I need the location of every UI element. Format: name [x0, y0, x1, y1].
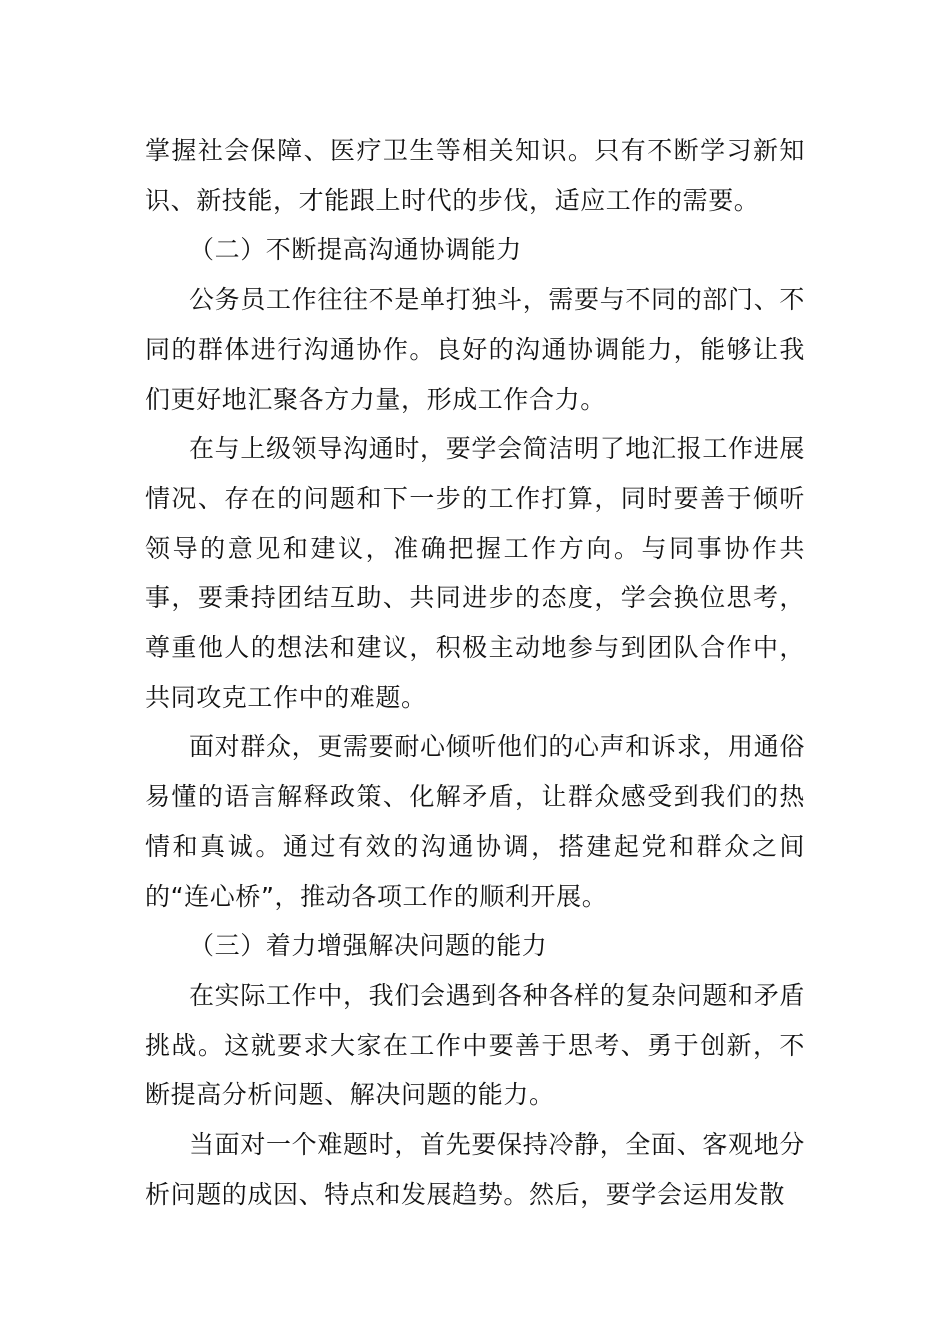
- paragraph: 当面对一个难题时，首先要保持冷静，全面、客观地分析问题的成因、特点和发展趋势。然后，要学会运用发散: [145, 1130, 805, 1209]
- paragraph-continuation: 掌握社会保障、医疗卫生等相关知识。只有不断学习新知识、新技能，才能跟上时代的步伐，适应工作的需要。: [145, 136, 805, 215]
- document-body: [145, 126, 805, 1219]
- paragraph: 在实际工作中，我们会遇到各种各样的复杂问题和矛盾挑战。这就要求大家在工作中要善于思考、勇于创新，不断提高分析问题、解决问题的能力。: [145, 980, 805, 1110]
- paragraph: 面对群众，更需要耐心倾听他们的心声和诉求，用通俗易懂的语言解释政策、化解矛盾，让群众感受到我们的热情和真诚。通过有效的沟通协调，搭建起党和群众之间的“连心桥”，推动各项工作的顺利开展。: [145, 732, 805, 911]
- paragraph: 公务员工作往往不是单打独斗，需要与不同的部门、不同的群体进行沟通协作。良好的沟通协调能力，能够让我们更好地汇聚各方力量，形成工作合力。: [145, 285, 805, 414]
- paragraph: 在与上级领导沟通时，要学会简洁明了地汇报工作进展情况、存在的问题和下一步的工作打算，同时要善于倾听领导的意见和建议，准确把握工作方向。与同事协作共事，要秉持团结互助、共同进步的态度，学会换位思考，尊重他人的想法和建议，积极主动地参与到团队合作中，共同攻克工作中的难题。: [145, 434, 805, 712]
- section-heading-3: （三）着力增强解决问题的能力: [189, 931, 548, 961]
- section-heading-2: （二）不断提高沟通协调能力: [189, 235, 522, 265]
